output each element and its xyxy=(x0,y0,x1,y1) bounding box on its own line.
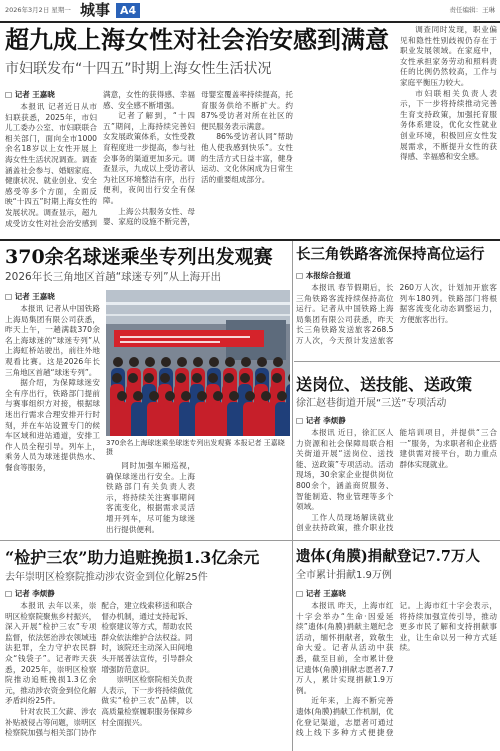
fan-figure-head xyxy=(208,373,218,383)
editor-credit: 责任编辑：王琳 xyxy=(449,6,495,14)
fan-figure-head xyxy=(241,357,251,367)
fan-figure-head xyxy=(277,391,287,401)
top-story-headline: 超九成上海女性对社会治安感到满意 xyxy=(5,25,389,54)
fan-figure-head xyxy=(209,357,219,367)
fan-figure-body xyxy=(131,402,145,436)
red-banner xyxy=(114,330,264,347)
ceiling-light xyxy=(106,314,290,316)
crowd xyxy=(110,357,290,436)
fan-figure-head xyxy=(128,373,138,383)
fan-figure-head xyxy=(133,391,143,401)
fan-figure-head xyxy=(161,357,171,367)
fan-figure-head xyxy=(112,373,122,383)
fan-figure-head xyxy=(256,373,266,383)
paragraph: 近年来，上海不断完善遗体(角膜)捐献工作机制，优化登记渠道，志愿者可通过线上线下多种方式便捷登记。上海市红十字会表示，将持续加强宣传引导，推动更多市民了解和支持捐献事业，让生命以另一种方式延续。 xyxy=(296,601,497,738)
jobs-story-byline: □ 记者 李烦静 xyxy=(296,416,346,425)
fan-figure-body xyxy=(147,402,161,436)
section-rule xyxy=(0,239,500,241)
fan-figure-head xyxy=(113,357,123,367)
fan-figure-head xyxy=(129,357,139,367)
fan-figure-head xyxy=(261,391,271,401)
fan-figure-head xyxy=(149,391,159,401)
paragraph: 本报讯 去年以来，崇明区检察院聚焦乡村振兴，深入开展“检护三农”专项监督，依法惩治涉农领域违法犯罪，全力守护农民群众“钱袋子”。记者昨天获悉，2025年，崇明区检察院推动追赃挽损1.3亿余元，推动涉农资金到位化解矛盾纠纷25件。 xyxy=(5,601,97,706)
station-ceiling xyxy=(106,290,290,324)
jobs-story-subheadline: 徐汇赵巷街道开展“三送”专项活动 xyxy=(296,398,447,409)
fans-photo-image xyxy=(106,290,290,436)
fan-figure-head xyxy=(144,373,154,383)
fan-figure-head xyxy=(176,373,186,383)
fan-figure-head xyxy=(197,391,207,401)
fans-story-headline: 370余名球迷乘坐专列出发观赛 xyxy=(5,246,273,268)
fan-figure-body xyxy=(227,402,241,436)
fan-figure-head xyxy=(245,391,255,401)
fan-figure-body xyxy=(211,402,225,436)
section-title: 城事 xyxy=(80,1,111,19)
fan-figure-head xyxy=(229,391,239,401)
fan-figure-head xyxy=(165,391,175,401)
procuratorate-story-subheadline: 去年崇明区检察院推动涉农资金到位化解25件 xyxy=(5,572,208,583)
jobs-story-headline: 送岗位、送技能、送政策 xyxy=(296,375,473,394)
donation-story-body xyxy=(296,601,497,748)
fans-story-lead xyxy=(5,304,100,536)
top-story-body xyxy=(5,90,391,236)
fan-figure-head xyxy=(213,391,223,401)
story-divider xyxy=(294,361,500,362)
donation-story-headline: 遗体(角膜)捐献登记7.7万人 xyxy=(296,548,480,565)
rail-story-headline: 长三角铁路客流保持高位运行 xyxy=(296,246,485,263)
ceiling-light xyxy=(106,302,290,305)
paragraph: 上海公共服务女性、母婴、家庭的设施不断完善，母婴室覆盖率持续提高，托育服务供给不断扩大。约87%受访者对所在社区的便民服务表示满意。 xyxy=(103,90,293,227)
fan-figure-body xyxy=(163,402,177,436)
fan-figure-head xyxy=(273,357,283,367)
fan-figure-head xyxy=(224,373,234,383)
issue-date: 2026年3月2日 星期一 xyxy=(5,6,71,14)
fan-figure-head xyxy=(192,373,202,383)
paragraph: 针对农民工欠薪、涉农补贴被侵占等问题，崇明区检察院加强与相关部门协作配合，建立线索移送和联合督办机制，通过支持起诉、检察建议等方式，帮助农民群众依法维护合法权益。同时，该院还主动深入田间地头开展普法宣传，引导群众增强防范意识。 xyxy=(5,601,193,738)
paragraph: 据介绍，为保障球迷安全有序出行，铁路部门提前与赛事组织方对接，根据球迷出行需求合理安排开行时刻，并在车站设置专门的候车区域和进站通道，安排工作人员全程引导。列车上，乘务人员为球迷提供热水、餐食等服务， xyxy=(5,378,100,472)
procuratorate-story-headline: “检护三农”助力追赃挽损1.3亿余元 xyxy=(5,548,260,567)
banner-stripe xyxy=(120,341,220,343)
fan-figure-head xyxy=(177,357,187,367)
fans-story-byline: □ 记者 王嘉晓 xyxy=(5,292,55,301)
paragraph: 本报讯 记者从中国铁路上海局集团有限公司获悉，昨天上午，一趟满载370余名上海球迷的“球迷专列”从上海虹桥站驶出，前往外地观看比赛。这是2026年长三角地区首趟“球迷专列”。 xyxy=(5,304,100,377)
paragraph: 同时加强车厢巡视，确保球迷出行安全。上海铁路部门有关负责人表示，将持续关注赛事期间客流变化，根据需求灵活增开列车，尽可能为球迷出行提供便利。 xyxy=(106,461,195,534)
rail-story-body xyxy=(296,283,497,357)
top-story-side-column xyxy=(400,25,497,236)
fans-story-tail xyxy=(106,461,290,536)
fan-figure-head xyxy=(225,357,235,367)
fan-figure-body xyxy=(179,402,193,436)
paragraph: 工作人员现场解读就业创业扶持政策，推介职业技能培训项目，并提供“三合一”服务，为求职者和企业搭建供需对接平台，助力重点群体实现就业。 xyxy=(296,428,497,533)
paragraph: 本报讯 近日，徐汇区人力资源和社会保障局联合相关街道开展“送岗位、送技能、送政策”专项活动。活动现场，30余家企业提供岗位800余个，涵盖商贸服务、智能制造、物业管理等多个领域。 xyxy=(296,428,394,512)
fan-figure-head xyxy=(181,391,191,401)
fan-figure-head xyxy=(257,357,267,367)
paragraph: 本报讯 春节假期后，长三角铁路客流持续保持高位运行。记者从中国铁路上海局集团有限公司获悉，昨天长三角铁路发送旅客268.5万人次，今天预计发送旅客260万人次，计划加开旅客列车180列。铁路部门将根据客流变化动态调整运力，方便旅客出行。 xyxy=(296,283,497,345)
fans-story-subheadline: 2026年长三角地区首趟“球迷专列”从上海开出 xyxy=(5,271,222,283)
jobs-story-body xyxy=(296,428,497,536)
fan-figure-head xyxy=(117,391,127,401)
fan-figure-body xyxy=(275,402,289,436)
paragraph: 调查同时发现，职业偏见和隐性性别歧视仍存在于职业发展领域。在家庭中，女性承担家务劳动和照料责任的比例仍然较高，工作与家庭平衡压力较大。 xyxy=(400,25,497,87)
fan-figure-head xyxy=(145,357,155,367)
procuratorate-story-byline: □ 记者 李烦静 xyxy=(5,589,55,598)
header-rule xyxy=(0,21,500,23)
fan-figure-head xyxy=(193,357,203,367)
column-divider xyxy=(292,241,293,751)
banner-stripe xyxy=(120,336,250,338)
rail-story-byline: □ 本报综合报道 xyxy=(296,271,351,280)
fan-figure-body xyxy=(259,402,273,436)
paragraph: 本报讯 昨天，上海市红十字会举办“生命·因爱延续”遗体(角膜)捐献主题纪念活动，缅怀捐献者，致敬生命大爱。记者从活动中获悉，截至目前，全市累计登记遗体(角膜)捐献志愿者7.7万人，累计实现捐献1.9万例。 xyxy=(296,601,394,695)
donation-story-byline: □ 记者 王嘉晓 xyxy=(296,589,346,598)
procuratorate-story-body xyxy=(5,601,289,748)
fan-figure-head xyxy=(240,373,250,383)
fan-figure-head xyxy=(160,373,170,383)
top-story-subheadline: 市妇联发布“十四五”时期上海女性生活状况 xyxy=(5,61,272,77)
paragraph: 崇明区检察院相关负责人表示，下一步将持续做优做实“检护三农”品牌，以高质量检察履职服务保障乡村全面振兴。 xyxy=(101,675,193,727)
fans-photo xyxy=(106,290,290,436)
paragraph: 本报讯 记者近日从市妇联获悉，2025年，市妇儿工委办公室、市妇联联合相关部门，面向全市1000余名18岁以上女性开展上海女性生活状况调查。调查涵盖社会参与、婚姻家庭、健康状况、就业创业、安全感受等多个方面，全面反映“十四五”时期上海女性的发展状况。调查显示，超九成受访女性对社会治安感到满意，女性的获得感、幸福感、安全感不断增强。 xyxy=(5,90,195,228)
paragraph: 记者了解到，“十四五”期间，上海持续完善妇女发展政策体系，女性受教育程度进一步提高，参与社会事务的渠道更加多元。调查显示，九成以上受访者认为社区环境整洁有序，出行便利，夜间出行安全有保障。 xyxy=(103,111,195,205)
fan-figure-head xyxy=(272,373,282,383)
fan-figure-body xyxy=(195,402,209,436)
paragraph: 86%受访者认同“帮助他人使我感到快乐”。女性的生活方式日益丰富，健身运动、文化休闲成为日常生活的重要组成部分。 xyxy=(201,132,293,184)
page-number-badge: A4 xyxy=(116,3,140,18)
fans-photo-caption: 370余名上海球迷乘坐球迷专列出发观赛 本报记者 王嘉晓 摄 xyxy=(106,439,285,456)
story-divider xyxy=(0,540,500,541)
paragraph: 市妇联相关负责人表示，下一步将持续推动完善生育支持政策，加强托育服务体系建设，优化女性就业创业环境，积极回应女性发展需求，不断提升女性的获得感、幸福感和安全感。 xyxy=(400,88,497,162)
fan-figure-body xyxy=(115,402,129,436)
top-story-byline: □ 记者 王嘉晓 xyxy=(5,90,55,99)
donation-story-subheadline: 全市累计捐献1.9万例 xyxy=(296,570,392,581)
fan-figure-body xyxy=(243,402,257,436)
